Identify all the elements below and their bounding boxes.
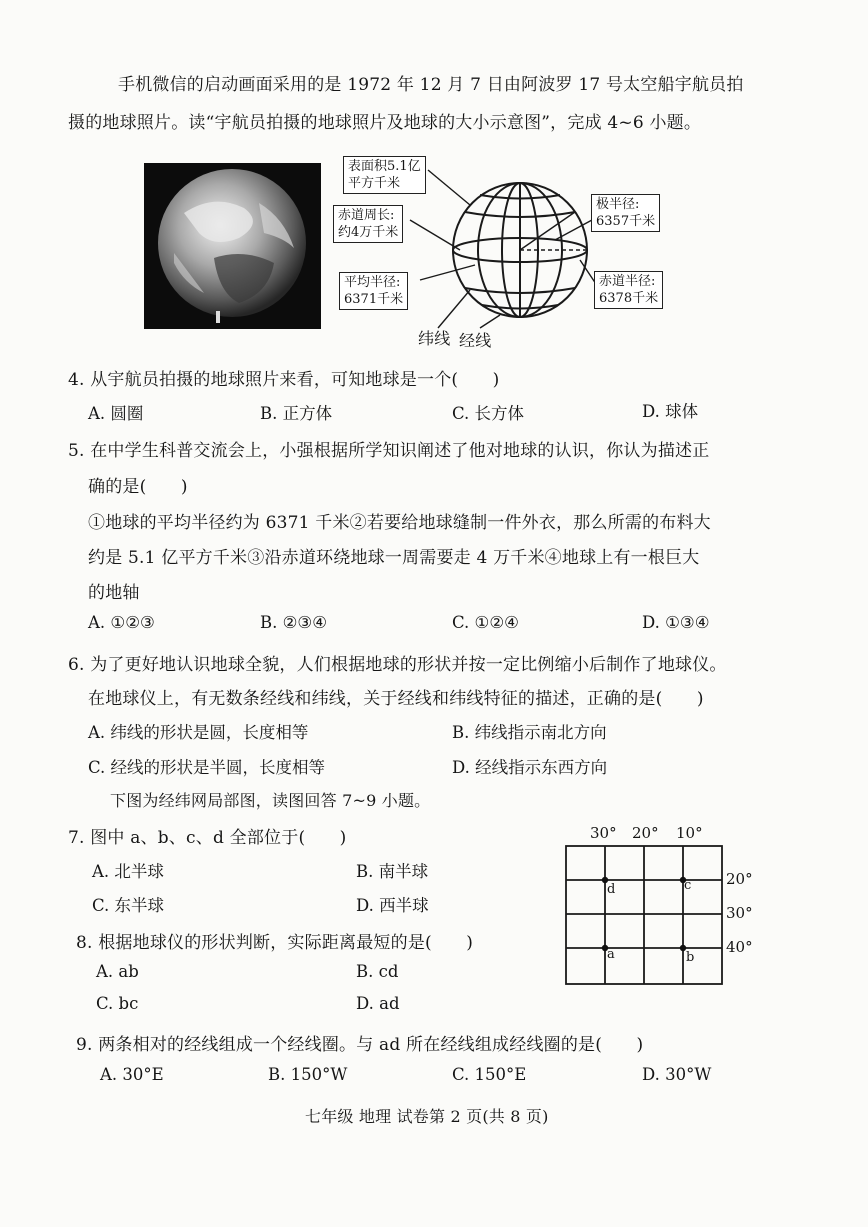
q4-option-c: C. 长方体	[452, 404, 525, 423]
q8-option-a: A. ab	[96, 962, 139, 981]
q9-option-a: A. 30°E	[100, 1065, 164, 1084]
grid-label-c: c	[684, 878, 692, 893]
q5-body-line-2: 约是 5.1 亿平方千米③沿赤道环绕地球一周需要走 4 万千米④地球上有一根巨大	[88, 548, 700, 568]
q4-stem: 4. 从宇航员拍摄的地球照片来看，可知地球是一个( )	[68, 370, 500, 390]
intro-line-1: 手机微信的启动画面采用的是 1972 年 12 月 7 日由阿波罗 17 号太空船宇航员拍	[118, 75, 744, 95]
grid-right-label-20: 20°	[726, 870, 753, 888]
equator-circ-line-2: 约4万千米	[338, 225, 399, 240]
q5-stem-line-2: 确的是( )	[88, 477, 188, 497]
q9-option-d: D. 30°W	[642, 1065, 712, 1084]
q5-option-a: A. ①②③	[88, 613, 155, 632]
q7-option-a: A. 北半球	[92, 862, 164, 881]
q9-option-c: C. 150°E	[452, 1065, 527, 1084]
page-footer: 七年级 地理 试卷第 2 页(共 8 页)	[305, 1107, 549, 1126]
grid-label-d: d	[607, 882, 616, 897]
label-polar-radius	[591, 194, 660, 232]
q6-option-c: C. 经线的形状是半圆，长度相等	[88, 758, 326, 777]
grid-right-label-30: 30°	[726, 904, 753, 922]
q6-stem-line-1: 6. 为了更好地认识地球全貌，人们根据地球的形状并按一定比例缩小后制作了地球仪。	[68, 655, 727, 675]
polar-radius-line-1: 极半径:	[596, 197, 640, 212]
q5-option-d: D. ①③④	[642, 613, 710, 632]
q4-option-d: D. 球体	[642, 402, 699, 421]
q6-option-a: A. 纬线的形状是圆，长度相等	[88, 723, 309, 742]
q5-body-line-1: ①地球的平均半径约为 6371 千米②若要给地球缝制一件外衣，那么所需的布料大	[88, 513, 711, 533]
label-longitude-line: 经线	[459, 331, 492, 350]
q5-option-b: B. ②③④	[260, 613, 327, 632]
equator-radius-line-2: 6378千米	[599, 291, 659, 306]
q7-stem: 7. 图中 a、b、c、d 全部位于( )	[68, 828, 347, 848]
q9-stem: 9. 两条相对的经线组成一个经线圈。与 ad 所在经线组成经线圈的是( )	[76, 1035, 644, 1055]
mean-radius-line-2: 6371千米	[344, 292, 404, 307]
lat-lon-grid	[560, 840, 730, 990]
q4-option-b: B. 正方体	[260, 404, 333, 423]
label-mean-radius	[339, 272, 408, 310]
q4-option-a: A. 圆圈	[88, 404, 144, 423]
grid-top-label-30: 30°	[590, 824, 617, 842]
surface-area-line-2: 平方千米	[348, 176, 401, 191]
q6-option-d: D. 经线指示东西方向	[452, 758, 608, 777]
grid-top-label-20: 20°	[632, 824, 659, 842]
label-equator-radius	[594, 271, 663, 309]
surface-area-line-1: 表面积5.1亿	[348, 159, 421, 174]
grid-right-label-40: 40°	[726, 938, 753, 956]
intro-2: 下图为经纬网局部图，读图回答 7~9 小题。	[110, 791, 431, 810]
q8-option-d: D. ad	[356, 994, 400, 1013]
q5-stem-line-1: 5. 在中学生科普交流会上，小强根据所学知识阐述了他对地球的认识，你认为描述正	[68, 441, 710, 461]
q8-stem: 8. 根据地球仪的形状判断，实际距离最短的是( )	[76, 933, 474, 953]
mean-radius-line-1: 平均半径:	[344, 275, 401, 290]
q6-stem-line-2: 在地球仪上，有无数条经线和纬线，关于经线和纬线特征的描述，正确的是( )	[88, 689, 704, 709]
polar-radius-line-2: 6357千米	[596, 214, 656, 229]
grid-label-a: a	[607, 947, 615, 962]
grid-label-b: b	[686, 950, 695, 965]
q9-option-b: B. 150°W	[268, 1065, 348, 1084]
earth-photo	[144, 163, 321, 329]
q6-option-b: B. 纬线指示南北方向	[452, 723, 607, 742]
equator-circ-line-1: 赤道周长:	[338, 208, 395, 223]
q5-body-line-3: 的地轴	[88, 583, 140, 603]
label-equator-circumference	[333, 205, 403, 243]
q8-option-b: B. cd	[356, 962, 399, 981]
label-surface-area	[343, 156, 426, 194]
q7-option-c: C. 东半球	[92, 896, 165, 915]
q7-option-d: D. 西半球	[356, 896, 429, 915]
grid-top-label-10: 10°	[676, 824, 703, 842]
label-latitude-line: 纬线	[418, 329, 451, 348]
equator-radius-line-1: 赤道半径:	[599, 274, 656, 289]
q8-option-c: C. bc	[96, 994, 139, 1013]
q7-option-b: B. 南半球	[356, 862, 429, 881]
q5-option-c: C. ①②④	[452, 613, 519, 632]
intro-line-2: 摄的地球照片。读“宇航员拍摄的地球照片及地球的大小示意图”，完成 4~6 小题。	[68, 113, 702, 133]
